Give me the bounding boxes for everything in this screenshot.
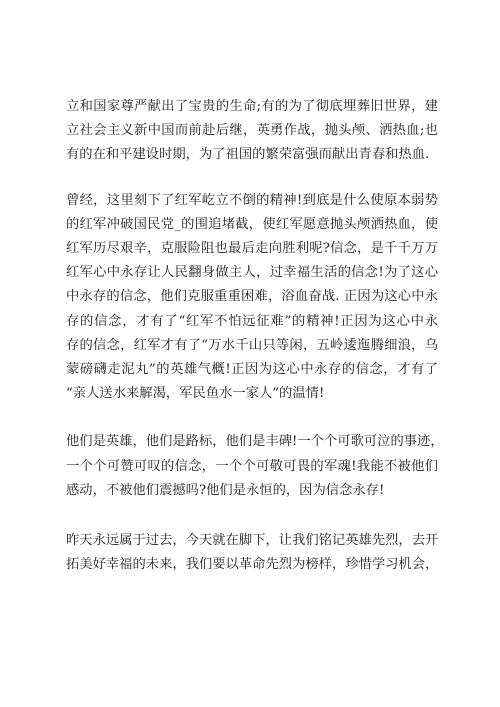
text-line: 感动，不被他们震撼吗?他们是永恒的，因为信念永存! xyxy=(66,482,385,498)
text-line: 立和国家尊严献出了宝贵的生命;有的为了彻底埋葬旧世界，建 xyxy=(66,99,438,114)
text-line: 的红军冲破国民党_的围追堵截，使红军愿意抛头颅洒热血，使 xyxy=(66,216,438,232)
document-body xyxy=(66,95,444,577)
paragraph-2 xyxy=(66,189,438,407)
text-line: 昨天永远属于过去，今天就在脚下，让我们铭记英雄先烈，去开 xyxy=(66,533,439,549)
text-line: 拓美好幸福的未来，我们要以革命先烈为榜样，珍惜学习机会， xyxy=(66,557,439,573)
text-line: 存的信念，才有了“红军不怕远征难”的精神!正因为这心中永 xyxy=(66,313,438,329)
text-line: 存的信念，红军才有了“万水千山只等闲，五岭逶迤腾细浪，乌 xyxy=(66,337,438,353)
paragraph-gap xyxy=(66,503,438,529)
paragraph-1 xyxy=(66,95,438,168)
paragraph-3 xyxy=(66,430,444,503)
text-line: “亲人送水来解渴，军民鱼水一家人”的温情! xyxy=(66,386,325,402)
text-line: 有的在和平建设时期，为了祖国的繁荣富强而献出青春和热血. xyxy=(66,147,430,163)
text-line: 他们是英雄，他们是路标，他们是丰碑!一个个可歌可泣的事迹， xyxy=(66,434,444,450)
paragraph-gap xyxy=(66,406,438,430)
text-line: 立社会主义新中国而前赴后继，英勇作战，抛头颅、洒热血;也 xyxy=(66,123,438,139)
text-line: 曾经，这里刻下了红军屹立不倒的精神!到底是什么使原本弱势 xyxy=(66,192,438,208)
text-line: 红军历尽艰辛，克服险阻也最后走向胜利呢?信念，是千千万万 xyxy=(66,241,438,257)
paragraph-gap xyxy=(66,168,438,189)
text-line: 蒙磅礴走泥丸”的英雄气概!正因为这心中永存的信念，才有了 xyxy=(66,362,438,378)
text-line: 红军心中永存让人民翻身做主人，过幸福生活的信念!为了这心 xyxy=(66,265,438,281)
text-line: 中永存的信念，他们克服重重困难，浴血奋战. 正因为这心中永 xyxy=(66,289,438,305)
text-line: 一个个可赞可叹的信念，一个个可敬可畏的军魂!我能不被他们 xyxy=(66,458,438,474)
paragraph-4 xyxy=(66,529,438,577)
